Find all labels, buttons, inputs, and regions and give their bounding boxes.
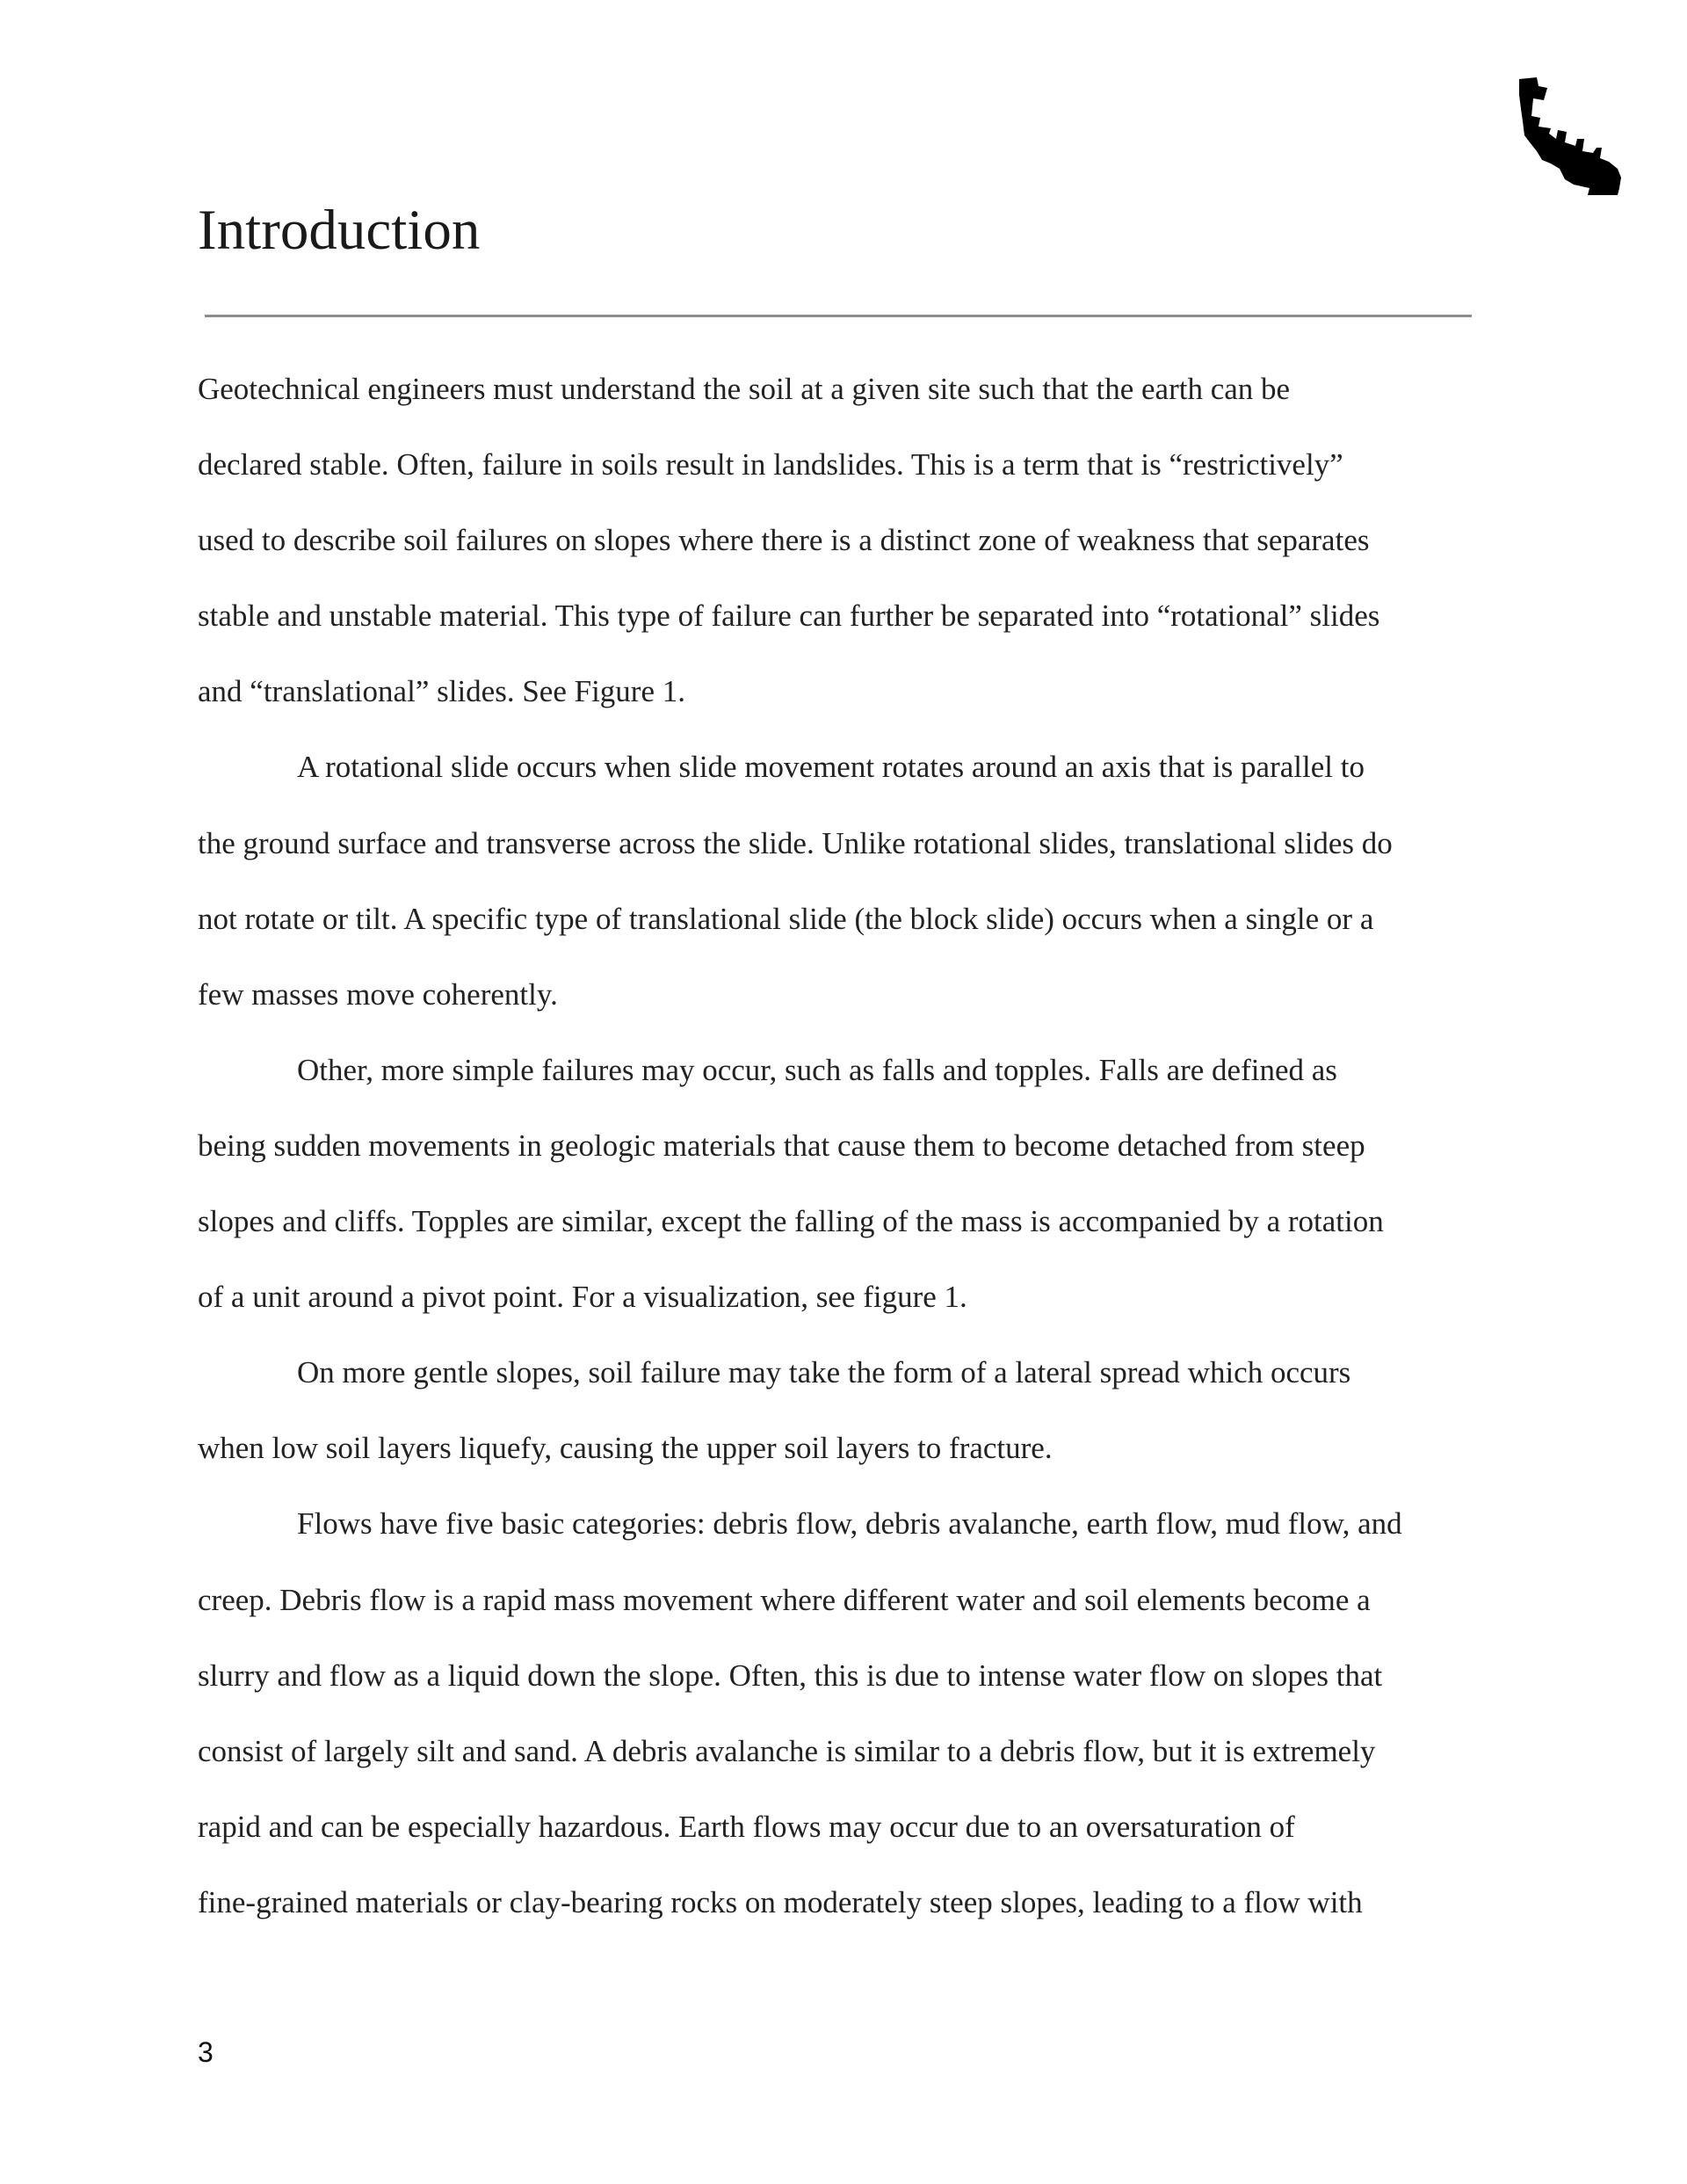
title-divider — [205, 315, 1472, 317]
text-line: Flows have five basic categories: debris flow, debris avalanche, earth flow, mud flow, and — [297, 1506, 1402, 1542]
text-line: not rotate or tilt. A specific type of translational slide (the block slide) occurs when a single or a — [198, 901, 1374, 936]
text-line: slopes and cliffs. Topples are similar, except the falling of the mass is accompanied by a rotation — [198, 1204, 1384, 1239]
text-line: On more gentle slopes, soil failure may take the form of a lateral spread which occurs — [297, 1355, 1351, 1390]
page-title: Introduction — [198, 199, 481, 262]
text-line: declared stable. Often, failure in soils result in landslides. This is a term that is “restrictively” — [198, 447, 1343, 483]
page-number: 3 — [198, 2036, 214, 2068]
text-line: creep. Debris flow is a rapid mass movement where different water and soil elements become a — [198, 1582, 1371, 1617]
text-line: being sudden movements in geologic materials that cause them to become detached from steep — [198, 1128, 1365, 1163]
text-line: few masses move coherently. — [198, 976, 558, 1012]
text-line: fine-grained materials or clay-bearing rocks on moderately steep slopes, leading to a flow with — [198, 1884, 1363, 1919]
text-line: rapid and can be especially hazardous. Earth flows may occur due to an oversaturation of — [198, 1809, 1295, 1844]
text-line: of a unit around a pivot point. For a visualization, see figure 1. — [198, 1280, 967, 1315]
text-line: A rotational slide occurs when slide movement rotates around an axis that is parallel to — [297, 750, 1365, 785]
california-state-icon — [1517, 77, 1621, 195]
text-line: the ground surface and transverse across the slide. Unlike rotational slides, translational slides do — [198, 825, 1393, 860]
text-line: slurry and flow as a liquid down the slope. Often, this is due to intense water flow on slopes that — [198, 1658, 1383, 1693]
text-line: Geotechnical engineers must understand the soil at a given site such that the earth can be — [198, 372, 1291, 406]
text-line: and “translational” slides. See Figure 1. — [198, 674, 685, 709]
body-text — [198, 352, 1481, 1941]
text-line: when low soil layers liquefy, causing the upper soil layers to fracture. — [198, 1431, 1053, 1466]
text-line: Other, more simple failures may occur, such as falls and topples. Falls are defined as — [297, 1052, 1337, 1087]
text-line: consist of largely silt and sand. A debris avalanche is similar to a debris flow, but it is extremely — [198, 1733, 1376, 1768]
text-line: used to describe soil failures on slopes where there is a distinct zone of weakness that separates — [198, 523, 1370, 558]
text-line: stable and unstable material. This type of failure can further be separated into “rotational” slides — [198, 599, 1380, 634]
